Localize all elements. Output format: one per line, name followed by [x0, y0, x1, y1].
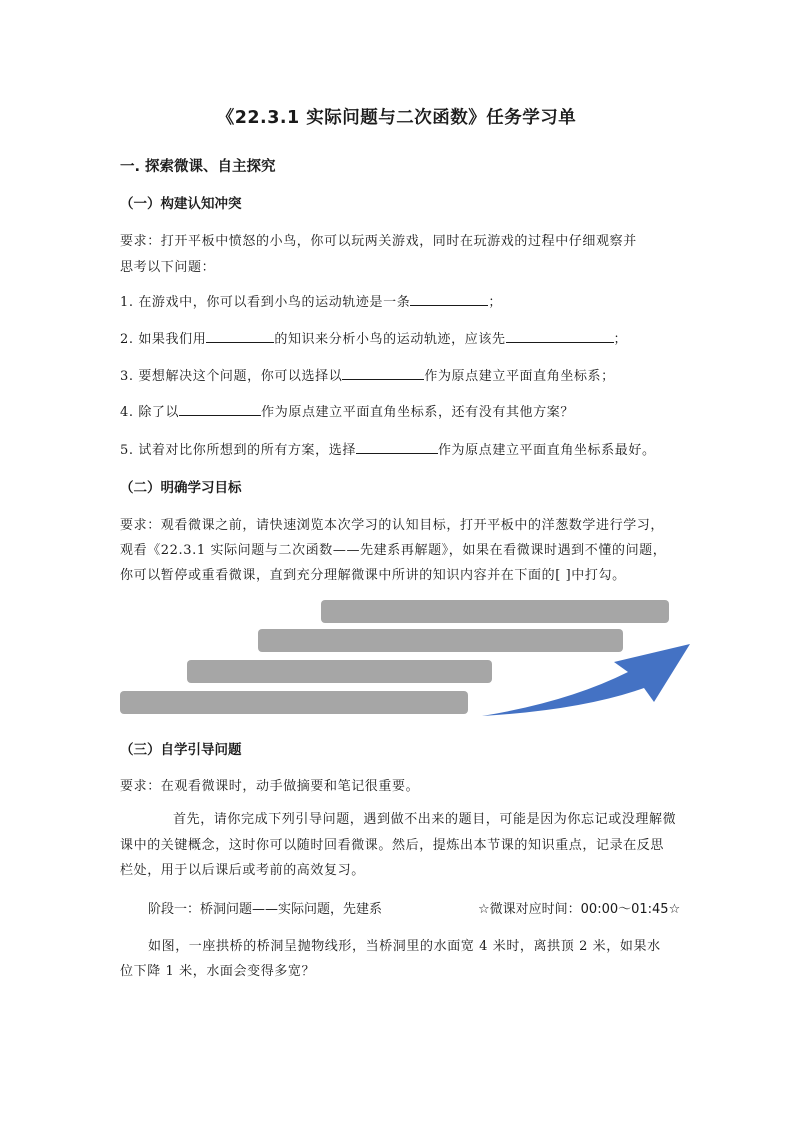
guiding-paragraph-line-3: 栏处，用于以后课后或考前的高效复习。 — [120, 863, 365, 878]
section-heading-explore: 一. 探索微课、自主探究 — [120, 159, 276, 175]
question-3-end: 作为原点建立平面直角坐标系； — [424, 369, 615, 384]
problem-line-1: 如图，一座拱桥的桥洞呈抛物线形，当桥洞里的水面宽 4 米时，离拱顶 2 米，如果水 — [148, 939, 661, 954]
question-2-end: ； — [613, 332, 628, 347]
stage-one-time: ☆微课对应时间：00:00～01:45☆ — [478, 902, 681, 917]
question-3 — [120, 365, 615, 384]
page-title: 《22.3.1 实际问题与二次函数》任务学习单 — [216, 108, 577, 128]
answer-blank-3[interactable] — [342, 366, 424, 380]
problem-line-2: 位下降 1 米，水面会变得多宽？ — [120, 964, 316, 979]
answer-blank-2a[interactable] — [206, 329, 274, 343]
progress-arrow-icon — [478, 640, 694, 720]
requirement-line-2: 思考以下问题： — [120, 260, 216, 275]
part-heading-guiding-questions: （三）自学引导问题 — [120, 742, 242, 758]
question-4 — [120, 401, 574, 420]
question-4-end: 作为原点建立平面直角坐标系，还有没有其他方案？ — [261, 405, 574, 420]
goals-line-3: 你可以暂停或重看微课，直到充分理解微课中所讲的知识内容并在下面的[ ]中打勾。 — [120, 568, 626, 583]
answer-blank-2b[interactable] — [506, 329, 614, 343]
goals-line-1: 要求：观看微课之前，请快速浏览本次学习的认知目标，打开平板中的洋葱数学进行学习， — [120, 518, 665, 533]
question-1 — [120, 291, 502, 310]
question-2 — [120, 328, 627, 347]
question-4-text: 4. 除了以 — [120, 405, 180, 420]
question-1-text: 1. 在游戏中，你可以看到小鸟的运动轨迹是一条 — [120, 295, 411, 310]
question-3-text: 3. 要想解决这个问题，你可以选择以 — [120, 369, 343, 384]
question-5 — [120, 439, 656, 458]
answer-blank-5[interactable] — [356, 440, 438, 454]
goals-line-2: 观看《22.3.1 实际问题与二次函数——先建系再解题》，如果在看微课时遇到不懂的问题， — [120, 543, 667, 558]
guiding-paragraph-line-1: 首先，请你完成下列引导问题，遇到做不出来的题目，可能是因为你忘记或没理解微 — [173, 812, 677, 827]
question-2-text: 2. 如果我们用 — [120, 332, 207, 347]
goal-bar-1 — [321, 600, 669, 623]
part-heading-cognitive-conflict: （一）构建认知冲突 — [120, 196, 242, 212]
goal-bar-3 — [187, 660, 492, 683]
requirement-line-1: 要求：打开平板中愤怒的小鸟，你可以玩两关游戏，同时在玩游戏的过程中仔细观察并 — [120, 234, 637, 249]
answer-blank-1[interactable] — [410, 292, 488, 306]
stage-one-title: 阶段一：桥洞问题——实际问题，先建系 — [148, 902, 383, 917]
question-5-end: 作为原点建立平面直角坐标系最好。 — [437, 443, 656, 458]
part-heading-learning-goals: （二）明确学习目标 — [120, 480, 242, 496]
goal-bar-4 — [120, 691, 468, 714]
answer-blank-4[interactable] — [179, 402, 261, 416]
guiding-requirement: 要求：在观看微课时，动手做摘要和笔记很重要。 — [120, 779, 420, 794]
question-5-text: 5. 试着对比你所想到的所有方案，选择 — [120, 443, 356, 458]
question-2-middle: 的知识来分析小鸟的运动轨迹，应该先 — [274, 332, 506, 347]
question-1-end: ； — [488, 295, 502, 310]
guiding-paragraph-line-2: 课中的关键概念，这时你可以随时回看微课。然后，提炼出本节课的知识重点，记录在反思 — [120, 838, 665, 853]
